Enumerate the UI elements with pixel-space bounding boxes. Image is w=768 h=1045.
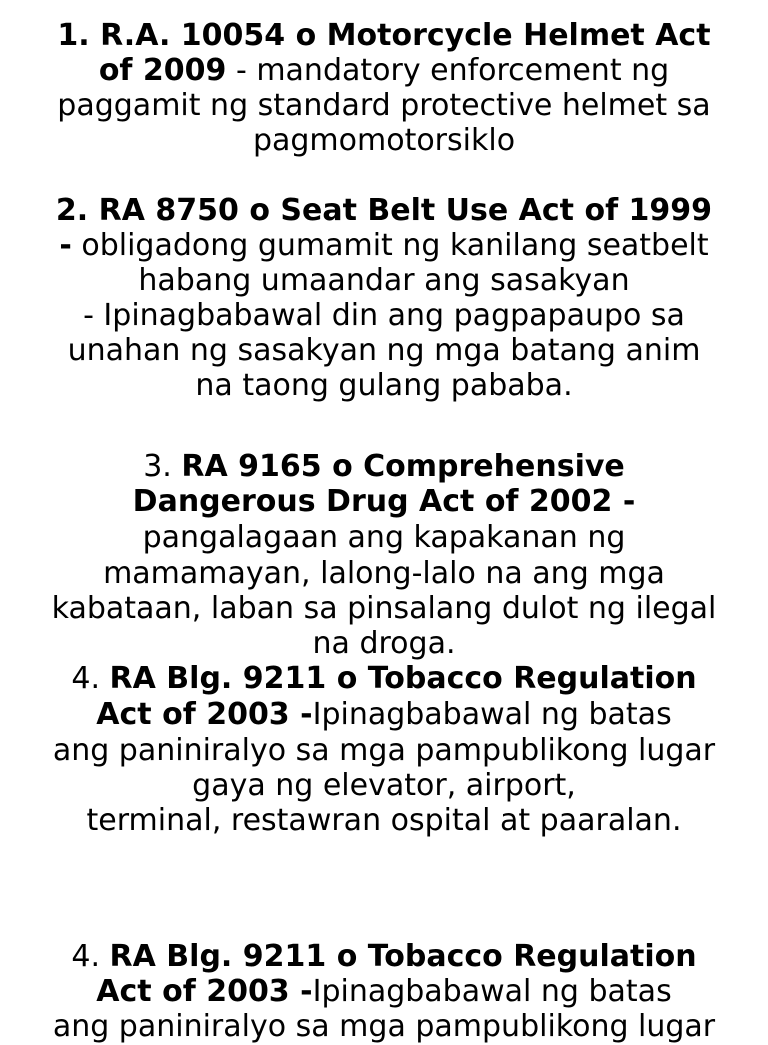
bold-text-segment: 1. R.A. 10054 o Motorcycle Helmet Act <box>57 18 711 53</box>
text-line <box>0 123 768 159</box>
text-line <box>0 520 768 556</box>
text-segment: na droga. <box>312 626 456 661</box>
text-line <box>0 298 768 334</box>
text-line <box>0 974 768 1010</box>
text-line <box>0 661 768 697</box>
text-line <box>0 591 768 627</box>
text-segment: 3. <box>143 449 182 484</box>
text-segment: kabataan, laban sa pinsalang dulot ng ilegal <box>51 591 717 626</box>
text-segment: gaya ng elevator, airport, <box>192 768 576 803</box>
text-line <box>0 53 768 89</box>
text-segment: na taong gulang pababa. <box>195 368 573 403</box>
text-line <box>0 18 768 54</box>
text-line <box>0 263 768 299</box>
text-segment: pangalagaan ang kapakanan ng <box>142 520 626 555</box>
text-line <box>0 697 768 733</box>
text-segment: - mandatory enforcement ng <box>226 53 670 88</box>
bold-text-segment: RA 9165 o Comprehensive <box>181 449 625 484</box>
bold-text-segment: Act of 2003 - <box>96 697 313 732</box>
text-segment: 4. <box>71 661 110 696</box>
text-line <box>0 939 768 975</box>
text-segment: ang paniniralyo sa mga pampublikong lugar <box>52 1009 716 1044</box>
text-segment: terminal, restawran ospital at paaralan. <box>86 803 682 838</box>
text-line <box>0 626 768 662</box>
text-segment: obligadong gumamit ng kanilang seatbelt <box>71 228 709 263</box>
text-segment: habang umaandar ang sasakyan <box>138 263 630 298</box>
text-segment: unahan ng sasakyan ng mga batang anim <box>67 333 701 368</box>
text-line <box>0 1009 768 1045</box>
text-line <box>0 193 768 229</box>
bold-text-segment: of 2009 <box>98 53 227 88</box>
bold-text-segment: 2. RA 8750 o Seat Belt Use Act of 1999 <box>55 193 713 228</box>
text-line <box>0 484 768 520</box>
bold-text-segment: Act of 2003 - <box>96 974 313 1009</box>
text-line <box>0 449 768 485</box>
text-segment: 4. <box>71 939 110 974</box>
text-segment: mamamayan, lalong-lalo na ang mga <box>103 556 665 591</box>
text-segment: Ipinagbabawal ng batas <box>312 974 672 1009</box>
text-line <box>0 333 768 369</box>
text-line <box>0 803 768 839</box>
bold-text-segment: RA Blg. 9211 o Tobacco Regulation <box>109 661 697 696</box>
text-line <box>0 368 768 404</box>
text-line <box>0 768 768 804</box>
text-line <box>0 88 768 124</box>
bold-text-segment: - <box>59 228 72 263</box>
bold-text-segment: RA Blg. 9211 o Tobacco Regulation <box>109 939 697 974</box>
text-segment: paggamit ng standard protective helmet sa <box>57 88 711 123</box>
text-segment: Ipinagbabawal ng batas <box>312 697 672 732</box>
text-line <box>0 228 768 264</box>
text-line <box>0 556 768 592</box>
bold-text-segment: Dangerous Drug Act of 2002 - <box>132 484 636 519</box>
text-segment: - Ipinagbabawal din ang pagpapaupo sa <box>83 298 685 333</box>
text-line <box>0 733 768 769</box>
text-segment: pagmomotorsiklo <box>252 123 516 158</box>
text-segment: ang paniniralyo sa mga pampublikong lugar <box>52 733 716 768</box>
